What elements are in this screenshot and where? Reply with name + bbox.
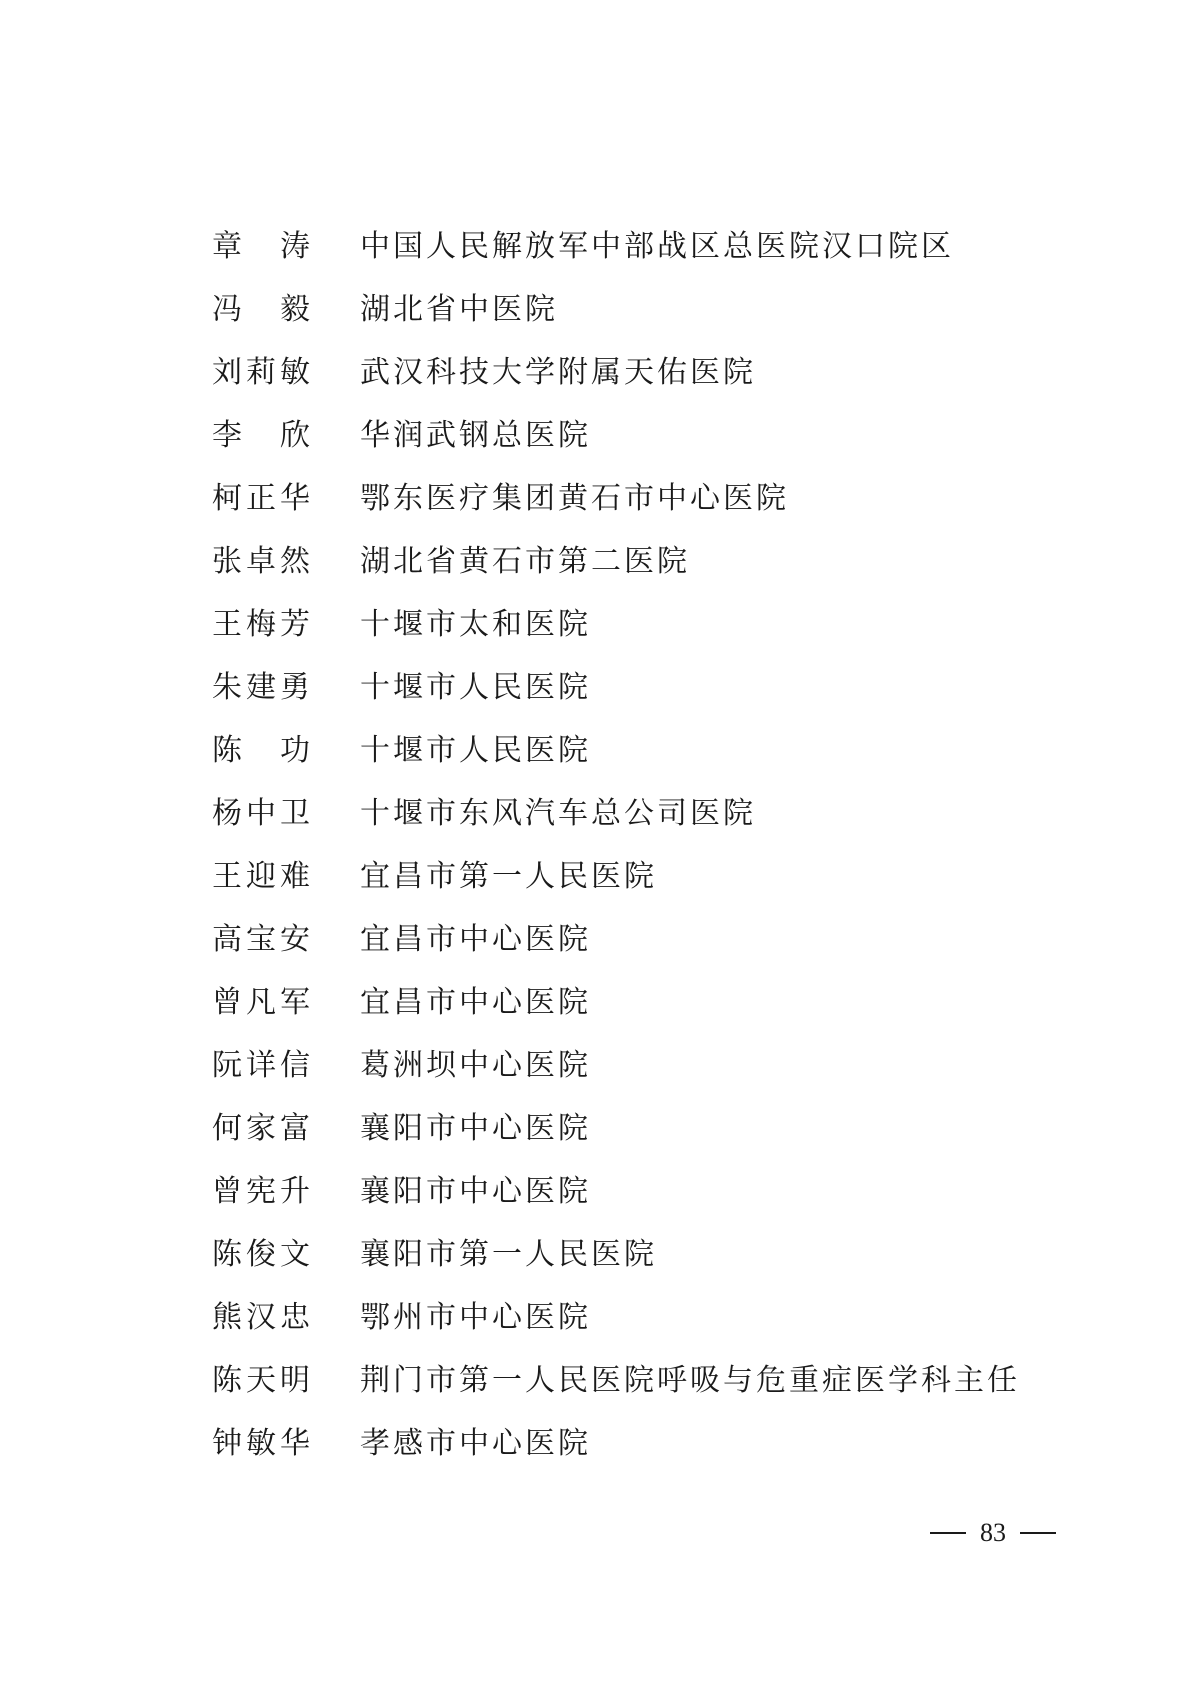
organization: 宜昌市中心医院 [360,984,591,1020]
list-item [212,1223,972,1286]
list-item [212,971,972,1034]
list-item [212,908,972,971]
person-name [212,481,314,517]
person-name [212,292,312,328]
name-char: 俊 [246,1236,280,1272]
name-char: 勇 [280,669,314,705]
list-item [212,341,972,404]
name-char: 钟 [212,1425,246,1461]
name-char: 曾 [212,1173,246,1209]
name-char: 宪 [246,1173,280,1209]
name-char: 迎 [246,858,280,894]
person-name [212,544,314,580]
name-char: 熊 [212,1299,246,1335]
organization: 鄂东医疗集团黄石市中心医院 [360,480,789,516]
dash-left [930,1532,966,1534]
person-name [212,922,314,958]
organization: 武汉科技大学附属天佑医院 [360,354,756,390]
list-item [212,1412,972,1475]
person-name [212,985,314,1021]
list-item [212,782,972,845]
person-name [212,670,314,706]
name-char: 敏 [280,354,314,390]
person-name [212,355,314,391]
person-name [212,1048,314,1084]
name-char: 毅 [280,291,312,327]
person-name [212,1174,314,1210]
list-item [212,467,972,530]
name-char: 刘 [212,354,246,390]
name-char: 华 [280,480,314,516]
organization: 湖北省黄石市第二医院 [360,543,690,579]
person-name [212,733,312,769]
name-char: 何 [212,1110,246,1146]
list-item [212,1286,972,1349]
person-name [212,859,314,895]
organization: 宜昌市第一人民医院 [360,858,657,894]
name-char: 凡 [246,984,280,1020]
organization: 宜昌市中心医院 [360,921,591,957]
person-name [212,1363,314,1399]
name-char: 华 [280,1425,314,1461]
name-char: 卫 [280,795,314,831]
name-char: 正 [246,480,280,516]
name-char: 张 [212,543,246,579]
organization: 襄阳市第一人民医院 [360,1236,657,1272]
name-char: 欣 [280,417,312,453]
page-number [930,1518,1056,1548]
name-char: 涛 [280,228,312,264]
name-char: 李 [212,417,244,453]
name-char: 安 [280,921,314,957]
list-item [212,593,972,656]
name-char: 详 [246,1047,280,1083]
list-item [212,719,972,782]
organization: 十堰市人民医院 [360,669,591,705]
name-char: 富 [280,1110,314,1146]
list-item [212,845,972,908]
name-char: 杨 [212,795,246,831]
name-char: 柯 [212,480,246,516]
dash-right [1020,1532,1056,1534]
name-char: 明 [280,1362,314,1398]
organization: 十堰市人民医院 [360,732,591,768]
organization: 荆门市第一人民医院呼吸与危重症医学科主任 [360,1362,1020,1398]
name-char: 朱 [212,669,246,705]
list-item [212,404,972,467]
name-char: 建 [246,669,280,705]
name-char: 忠 [280,1299,314,1335]
name-char: 王 [212,606,246,642]
organization: 襄阳市中心医院 [360,1110,591,1146]
list-item [212,215,972,278]
name-char: 中 [246,795,280,831]
person-name [212,1426,314,1462]
name-char: 信 [280,1047,314,1083]
name-char: 难 [280,858,314,894]
organization: 孝感市中心医院 [360,1425,591,1461]
organization: 十堰市东风汽车总公司医院 [360,795,756,831]
list-item [212,278,972,341]
person-name [212,796,314,832]
name-char: 功 [280,732,312,768]
name-char: 升 [280,1173,314,1209]
name-char: 王 [212,858,246,894]
organization: 葛洲坝中心医院 [360,1047,591,1083]
name-char: 梅 [246,606,280,642]
person-name [212,1300,314,1336]
organization: 鄂州市中心医院 [360,1299,591,1335]
list-item [212,656,972,719]
person-name [212,1111,314,1147]
name-char: 汉 [246,1299,280,1335]
organization: 湖北省中医院 [360,291,558,327]
list-item [212,530,972,593]
list-item [212,1034,972,1097]
name-char: 芳 [280,606,314,642]
name-char: 冯 [212,291,244,327]
name-char: 然 [280,543,314,579]
list-item [212,1160,972,1223]
name-char: 阮 [212,1047,246,1083]
organization: 中国人民解放军中部战区总医院汉口院区 [360,228,954,264]
name-char: 卓 [246,543,280,579]
organization: 华润武钢总医院 [360,417,591,453]
name-char: 军 [280,984,314,1020]
name-char: 陈 [212,1236,246,1272]
name-char: 文 [280,1236,314,1272]
list-item [212,1097,972,1160]
person-name [212,418,312,454]
personnel-list [212,215,1020,1475]
name-char: 莉 [246,354,280,390]
name-char: 陈 [212,732,244,768]
name-char: 宝 [246,921,280,957]
list-item [212,1349,1020,1412]
name-char: 高 [212,921,246,957]
person-name [212,1237,314,1273]
page-number-value: 83 [980,1518,1006,1547]
name-char: 敏 [246,1425,280,1461]
name-char: 陈 [212,1362,246,1398]
organization: 襄阳市中心医院 [360,1173,591,1209]
name-char: 章 [212,228,244,264]
person-name [212,229,312,265]
organization: 十堰市太和医院 [360,606,591,642]
name-char: 曾 [212,984,246,1020]
name-char: 天 [246,1362,280,1398]
name-char: 家 [246,1110,280,1146]
person-name [212,607,314,643]
